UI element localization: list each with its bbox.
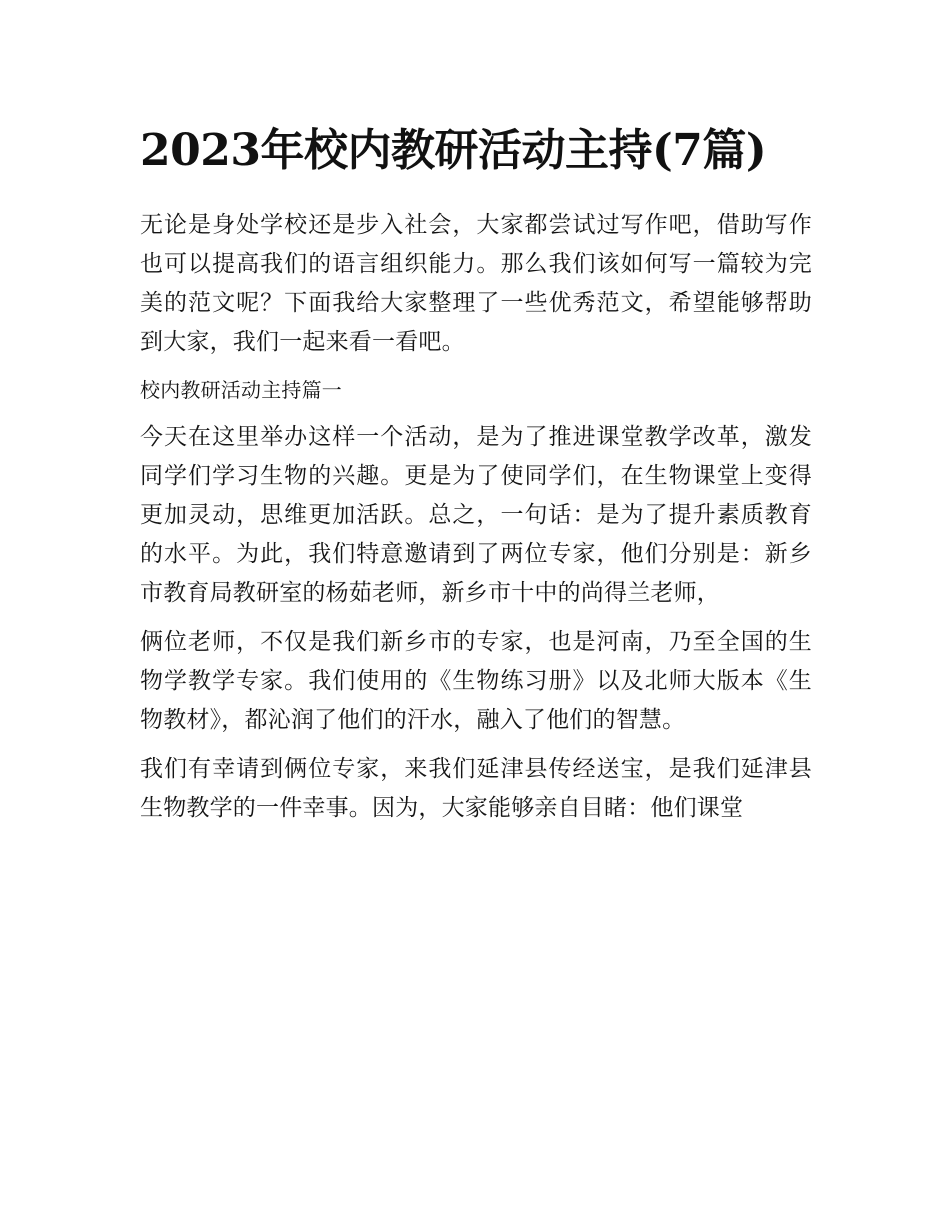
intro-paragraph: 无论是身处学校还是步入社会，大家都尝试过写作吧，借助写作也可以提高我们的语言组织能力。那么我们该如何写一篇较为完美的范文呢？下面我给大家整理了一些优秀范文，希望能够帮助到大家，我们一起来看一看吧。 xyxy=(140,212,812,355)
section-heading: 校内教研活动主持篇一 xyxy=(140,378,342,402)
document-title: 2023年校内教研活动主持(7篇) xyxy=(140,125,767,176)
body-paragraph: 我们有幸请到俩位专家，来我们延津县传经送宝，是我们延津县生物教学的一件幸事。因为，大家能够亲自目睹：他们课堂 xyxy=(140,756,812,821)
body-paragraph: 俩位老师，不仅是我们新乡市的专家，也是河南，乃至全国的生物学教学专家。我们使用的《生物练习册》以及北师大版本《生物教材》，都沁润了他们的汗水，融入了他们的智慧。 xyxy=(140,629,812,733)
body-paragraph: 今天在这里举办这样一个活动，是为了推进课堂教学改革，激发同学们学习生物的兴趣。更是为了使同学们，在生物课堂上变得更加灵动，思维更加活跃。总之，一句话：是为了提升素质教育的水平。为此，我们特意邀请到了两位专家，他们分别是：新乡市教育局教研室的杨茹老师，新乡市十中的尚得兰老师， xyxy=(140,424,812,606)
document-body xyxy=(140,206,812,828)
document-page xyxy=(140,118,812,828)
